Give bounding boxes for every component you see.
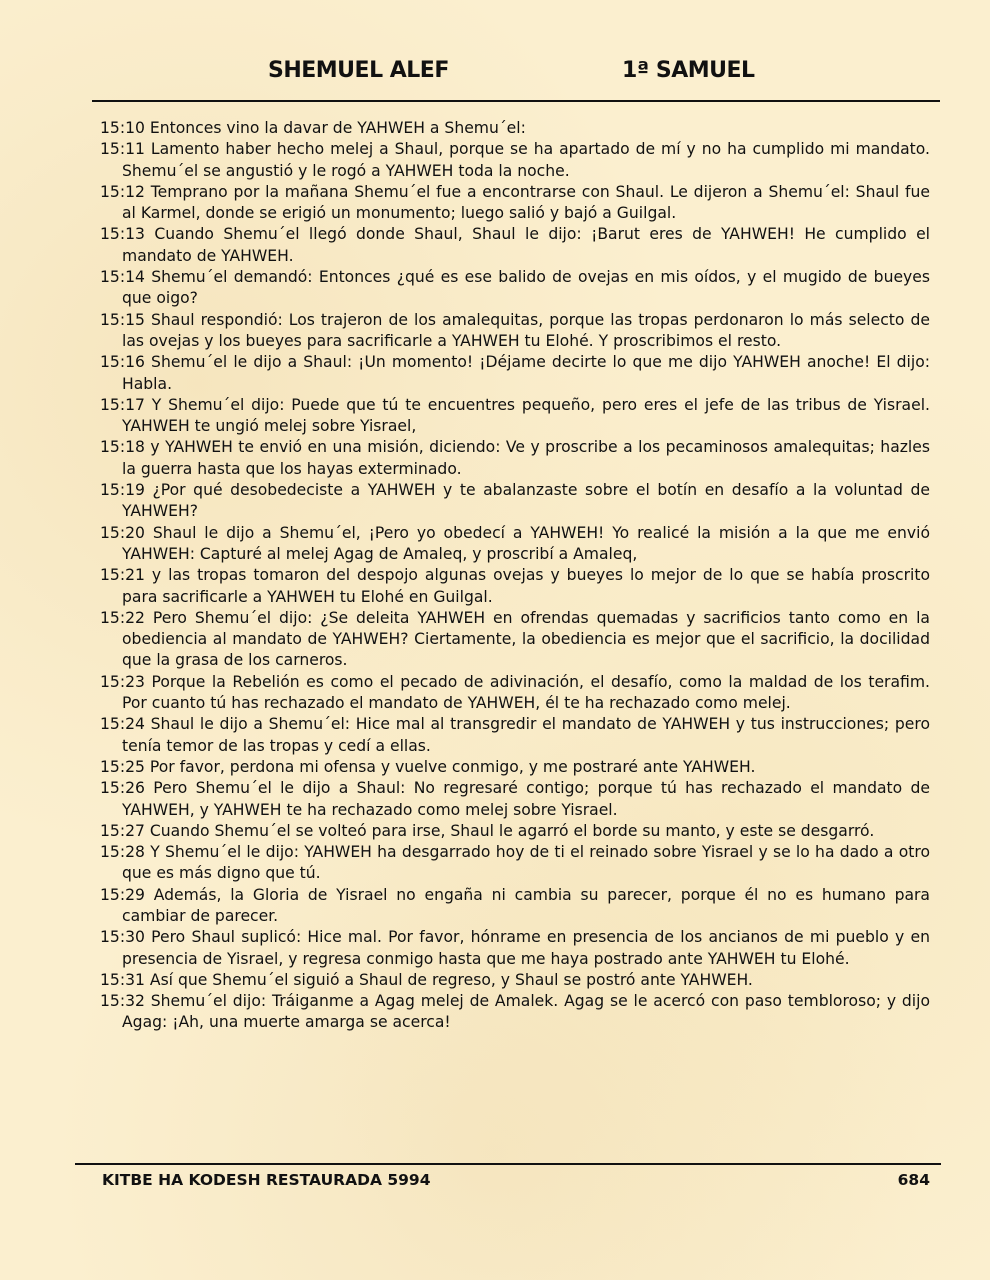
verse: 15:18 y YAHWEH te envió en una misión, diciendo: Ve y proscribe a los pecaminosos amalequitas; hazles la guerra hasta que los hayas exterminado.: [100, 438, 930, 478]
footer-rule: [75, 1163, 941, 1165]
verse: 15:14 Shemu´el demandó: Entonces ¿qué es ese balido de ovejas en mis oídos, y el mugido de bueyes que oigo?: [100, 268, 930, 308]
verse: 15:31 Así que Shemu´el siguió a Shaul de regreso, y Shaul se postró ante YAHWEH.: [100, 970, 753, 989]
verse: 15:12 Temprano por la mañana Shemu´el fue a encontrarse con Shaul. Le dijeron a Shemu´el: Shaul fue al Karmel, donde se erigió un monumento; luego salió y bajó a Guilgal.: [100, 182, 930, 223]
verse: 15:21 y las tropas tomaron del despojo algunas ovejas y bueyes lo mejor de lo que se había proscrito para sacrificarle a YAHWEH tu Elohé en Guilgal.: [100, 566, 930, 606]
verse: 15:16 Shemu´el le dijo a Shaul: ¡Un momento! ¡Déjame decirte lo que me dijo YAHWEH anoche! El dijo: Habla.: [100, 353, 930, 393]
verse: 15:19 ¿Por qué desobedeciste a YAHWEH y te abalanzaste sobre el botín en desafío a la voluntad de YAHWEH?: [100, 481, 930, 521]
book-title-spanish: 1ª SAMUEL: [622, 58, 755, 83]
verse: 15:27 Cuando Shemu´el se volteó para irse, Shaul le agarró el borde su manto, y este se desgarró.: [100, 821, 875, 840]
verse: 15:30 Pero Shaul suplicó: Hice mal. Por favor, hónrame en presencia de los ancianos de mi pueblo y en presencia de Yisrael, y regresa conmigo hasta que me haya postrado ante YAHWEH tu Elohé.: [100, 928, 930, 968]
footer-publication-title: KITBE HA KODESH RESTAURADA 5994: [102, 1171, 431, 1189]
verse: 15:15 Shaul respondió: Los trajeron de los amalequitas, porque las tropas perdonaron lo más selecto de las ovejas y los bueyes para sacrificarle a YAHWEH tu Elohé. Y proscribimos el resto.: [100, 310, 930, 350]
verse: 15:26 Pero Shemu´el le dijo a Shaul: No regresaré contigo; porque tú has rechazado el mandato de YAHWEH, y YAHWEH te ha rechazado como melej sobre Yisrael.: [100, 779, 930, 819]
verse: 15:22 Pero Shemu´el dijo: ¿Se deleita YAHWEH en ofrendas quemadas y sacrificios tanto como en la obediencia al mandato de YAHWEH? Ciertamente, la obediencia es mejor que el sacrificio, la docilidad que la grasa de los carneros.: [100, 608, 930, 670]
verse: 15:10 Entonces vino la davar de YAHWEH a Shemu´el:: [100, 119, 526, 137]
verse: 15:32 Shemu´el dijo: Tráiganme a Agag melej de Amalek. Agag se le acercó con paso tembloroso; y dijo Agag: ¡Ah, una muerte amarga se acerca!: [100, 992, 930, 1032]
verse: 15:11 Lamento haber hecho melej a Shaul, porque se ha apartado de mí y no ha cumplido mi mandato. Shemu´el se angustió y le rogó a YAHWEH toda la noche.: [100, 140, 930, 180]
verse-list: [100, 118, 930, 1034]
page-header: [0, 58, 990, 92]
verse: 15:29 Además, la Gloria de Yisrael no engaña ni cambia su parecer, porque él no es humano para cambiar de parecer.: [100, 885, 930, 925]
verse: 15:25 Por favor, perdona mi ofensa y vuelve conmigo, y me postraré ante YAHWEH.: [100, 757, 756, 776]
verse: 15:28 Y Shemu´el le dijo: YAHWEH ha desgarrado hoy de ti el reinado sobre Yisrael y se lo ha dado a otro que es más digno que tú.: [100, 843, 930, 883]
verse: 15:20 Shaul le dijo a Shemu´el, ¡Pero yo obedecí a YAHWEH! Yo realicé la misión a la que me envió YAHWEH: Capturé al melej Agag de Amaleq, y proscribí a Amaleq,: [100, 523, 930, 563]
page-number: 684: [897, 1171, 930, 1189]
verse: 15:17 Y Shemu´el dijo: Puede que tú te encuentres pequeño, pero eres el jefe de las tribus de Yisrael. YAHWEH te ungió melej sobre Yisrael,: [100, 395, 930, 436]
book-title-hebrew: SHEMUEL ALEF: [268, 58, 449, 83]
verse: 15:13 Cuando Shemu´el llegó donde Shaul, Shaul le dijo: ¡Barut eres de YAHWEH! He cumplido el mandato de YAHWEH.: [100, 225, 930, 265]
header-rule: [92, 100, 940, 102]
verse: 15:24 Shaul le dijo a Shemu´el: Hice mal al transgredir el mandato de YAHWEH y tus instrucciones; pero tenía temor de las tropas y cedí a ellas.: [100, 715, 930, 755]
verse: 15:23 Porque la Rebelión es como el pecado de adivinación, el desafío, como la maldad de los terafim. Por cuanto tú has rechazado el mandato de YAHWEH, él te ha rechazado como melej.: [100, 672, 930, 713]
